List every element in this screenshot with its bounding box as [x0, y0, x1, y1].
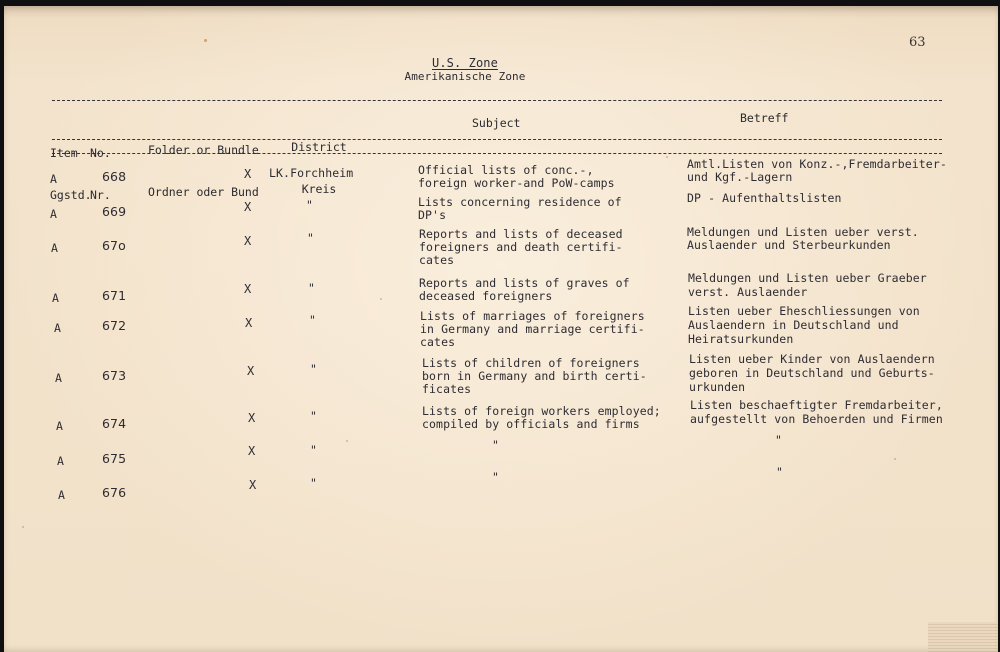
document-page	[4, 6, 998, 652]
row-674-subject-2: compiled by officials and firms	[422, 417, 640, 431]
column-header-district-de: Kreis	[301, 182, 337, 196]
row-669-subject-2: DP's	[418, 208, 447, 222]
row-675-betreff: "	[775, 433, 783, 447]
row-676-subject: "	[492, 470, 500, 484]
row-671-subject-2: deceased foreigners	[419, 289, 553, 303]
row-673-betreff-2: geboren in Deutschland und Geburts-	[689, 366, 935, 380]
column-header-item-de: Ggstd.	[50, 188, 92, 202]
row-672-number: 672	[102, 318, 127, 333]
row-671-district: "	[308, 281, 316, 295]
page-stack-edge	[928, 622, 998, 652]
page-title: U.S. Zone	[432, 56, 498, 70]
column-header-folder-en: Folder or Bundle	[148, 143, 259, 157]
row-675-subject: "	[492, 438, 500, 452]
row-669-subject-1: Lists concerning residence of	[418, 195, 622, 209]
row-669-folder-mark: X	[244, 200, 252, 214]
row-672-betreff-2: Auslaendern in Deutschland und	[688, 318, 899, 332]
row-672-subject-1: Lists of marriages of foreigners	[420, 309, 645, 323]
column-header-no-de: Nr.	[90, 188, 111, 202]
row-672-folder-mark: X	[245, 316, 253, 330]
column-header-no-en: No.	[90, 146, 111, 160]
row-672-betreff-1: Listen ueber Eheschliessungen von	[688, 304, 920, 318]
row-671-folder-mark: X	[244, 282, 252, 296]
row-670-number: 67o	[102, 238, 126, 253]
row-674-betreff-1: Listen beschaeftigter Fremdarbeiter,	[690, 398, 943, 412]
row-669-betreff-1: DP - Aufenthaltslisten	[687, 191, 842, 205]
paper-speck	[22, 526, 24, 528]
column-header-folder	[148, 115, 259, 227]
row-670-subject-1: Reports and lists of deceased	[419, 227, 623, 241]
row-674-number: 674	[102, 416, 127, 431]
row-675-number: 675	[102, 451, 127, 466]
row-668-folder-mark: X	[244, 167, 252, 181]
paper-speck	[204, 39, 207, 42]
row-672-district: "	[309, 313, 317, 327]
row-673-folder-mark: X	[247, 364, 255, 378]
page-number: 63	[909, 35, 926, 50]
row-670-folder-mark: X	[244, 234, 252, 248]
row-671-number: 671	[102, 288, 127, 303]
row-673-subject-1: Lists of children of foreigners	[422, 356, 640, 370]
row-673-number: 673	[102, 368, 127, 383]
row-672-subject-2: in Germany and marriage certifi-	[420, 322, 645, 336]
page-subtitle: Amerikanische Zone	[404, 70, 526, 83]
row-670-district: "	[307, 231, 315, 245]
row-673-betreff-1: Listen ueber Kinder von Auslaendern	[689, 352, 935, 366]
column-header-folder-de: Ordner oder Bund	[148, 185, 259, 199]
paper-speck	[346, 440, 348, 442]
column-header-betreff: Betreff	[740, 111, 789, 125]
row-676-number: 676	[102, 485, 127, 500]
row-672-betreff-3: Heiratsurkunden	[688, 332, 794, 346]
row-676-district: "	[310, 476, 318, 490]
row-672-subject-3: cates	[420, 335, 456, 349]
paper-speck	[666, 156, 668, 158]
row-674-district: "	[310, 409, 318, 423]
row-668-subject-2: foreign worker-and PoW-camps	[418, 176, 615, 190]
row-676-item: A	[58, 488, 66, 502]
row-676-folder-mark: X	[249, 478, 257, 492]
header-rule-top	[52, 100, 942, 101]
row-674-subject-1: Lists of foreign workers employed;	[422, 404, 661, 418]
row-674-item: A	[56, 419, 64, 433]
row-675-item: A	[57, 454, 65, 468]
column-header-item-en: Item	[50, 146, 78, 160]
row-669-number: 669	[102, 204, 127, 219]
paper-speck	[894, 458, 896, 460]
row-674-folder-mark: X	[248, 411, 256, 425]
row-671-item: A	[52, 291, 60, 305]
column-header-district-en: District	[291, 140, 347, 154]
row-674-betreff-2: aufgestellt von Behoerden und Firmen	[690, 412, 943, 426]
row-670-subject-2: foreigners and death certifi-	[419, 240, 623, 254]
row-670-betreff-1: Meldungen und Listen ueber verst.	[687, 225, 919, 239]
row-670-betreff-2: Auslaender und Sterbeurkunden	[687, 238, 891, 252]
row-668-district: LK.Forchheim	[269, 166, 354, 180]
row-669-item: A	[50, 207, 58, 221]
row-669-district: "	[306, 198, 314, 212]
row-670-subject-3: cates	[419, 253, 455, 267]
row-668-betreff-1: Amtl.Listen von Konz.-,Fremdarbeiter-	[687, 157, 947, 171]
row-668-betreff-2: und Kgf.-Lagern	[687, 170, 793, 184]
row-673-betreff-3: urkunden	[689, 380, 746, 394]
row-675-district: "	[310, 443, 318, 457]
row-675-folder-mark: X	[248, 444, 256, 458]
row-672-item: A	[54, 321, 62, 335]
row-668-number: 668	[102, 169, 127, 184]
row-673-subject-3: ficates	[422, 382, 472, 396]
row-673-item: A	[55, 371, 63, 385]
row-668-item: A	[50, 172, 58, 186]
row-676-betreff: "	[776, 465, 784, 479]
column-header-subject: Subject	[472, 116, 521, 130]
row-673-subject-2: born in Germany and birth certi-	[422, 369, 647, 383]
row-671-betreff-1: Meldungen und Listen ueber Graeber	[688, 271, 927, 285]
paper-speck	[380, 298, 382, 300]
row-671-betreff-2: verst. Auslaender	[688, 285, 808, 299]
row-673-district: "	[310, 362, 318, 376]
row-670-item: A	[51, 241, 59, 255]
row-668-subject-1: Official lists of conc.-,	[418, 163, 594, 177]
row-671-subject-1: Reports and lists of graves of	[419, 276, 630, 290]
